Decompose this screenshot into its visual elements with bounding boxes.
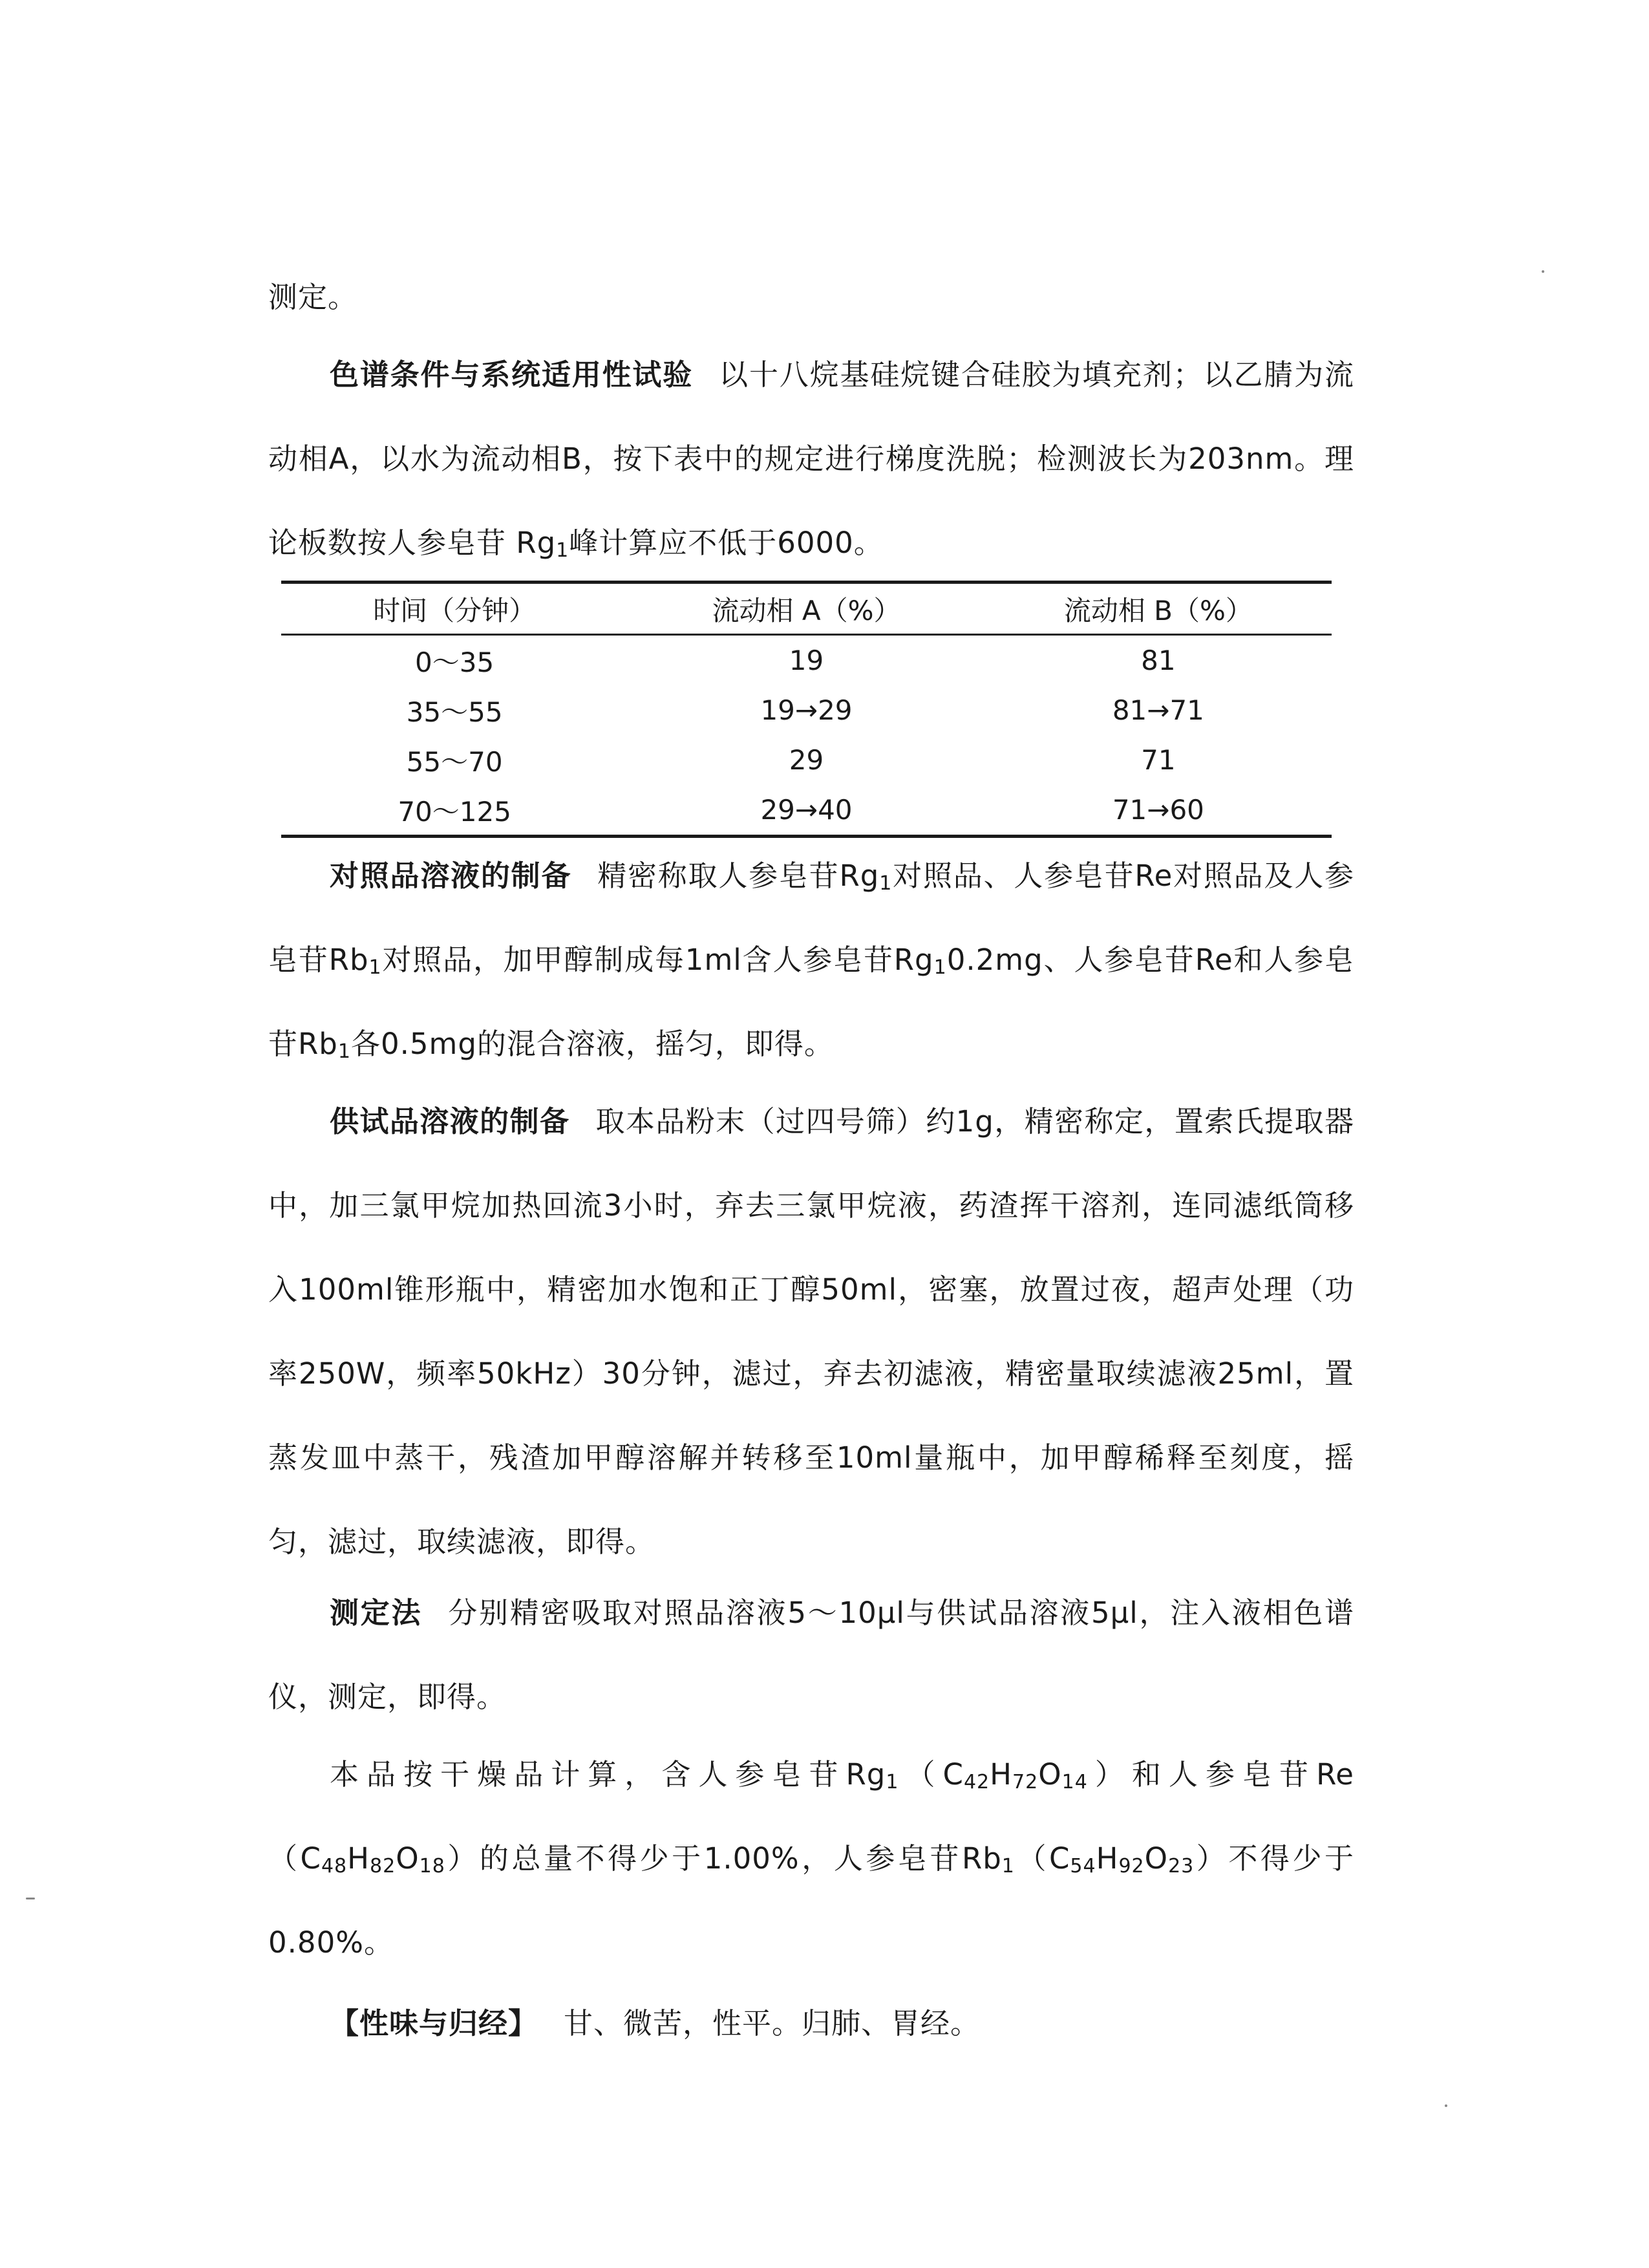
subscript: 23 (1168, 1855, 1195, 1878)
scan-speck (1445, 2104, 1447, 2107)
paragraph-taste-meridian (268, 1982, 1354, 2066)
content-text: ）不得少于0.80%。 (268, 1841, 1354, 1960)
content-text: （C (1014, 1841, 1070, 1876)
ref-text: 各0.5mg的混合溶液，摇匀，即得。 (350, 1027, 834, 1061)
scan-speck (1542, 270, 1544, 273)
section-heading-chromatography: 色谱条件与系统适用性试验 (330, 358, 694, 392)
subscript: 72 (1012, 1771, 1039, 1793)
subscript: 1 (886, 1771, 899, 1793)
paragraph-reference-solution (268, 834, 1354, 1086)
table-cell: 55～70 (406, 745, 503, 778)
content-text: O (1038, 1757, 1062, 1792)
content-text: O (396, 1841, 420, 1876)
paragraph-chromatography (268, 333, 1354, 585)
subscript: 92 (1118, 1855, 1145, 1878)
table-header-cell: 流动相 A（%） (712, 594, 901, 626)
content-text: （C (899, 1757, 964, 1792)
table-cell: 81→71 (1112, 694, 1204, 726)
table-cell: 19 (789, 645, 824, 676)
paragraph-sample-solution (268, 1080, 1354, 1584)
table-cell: 71 (1141, 744, 1176, 776)
content-text: H (990, 1757, 1012, 1792)
taste-text: 甘、微苦，性平。归肺、胃经。 (564, 2006, 981, 2040)
table-row (281, 785, 1332, 837)
subscript: 1 (1001, 1855, 1015, 1878)
table-row (281, 635, 1332, 686)
section-heading-reference: 对照品溶液的制备 (330, 859, 572, 893)
table-cell: 0～35 (415, 646, 495, 678)
table-row (281, 685, 1332, 735)
ref-text: 对照品，加甲醇制成每1ml含人参皂苷Rg (381, 943, 934, 977)
table-cell: 81 (1141, 645, 1176, 676)
content-text: ）和人参皂苷Re（C (268, 1757, 1354, 1876)
subscript: 1 (879, 872, 893, 895)
content-text: H (1096, 1841, 1119, 1876)
sample-text: 取本品粉末（过四号筛）约1g，精密称定，置索氏提取器中，加三氯甲烷加热回流3小时，弃去三氯甲烷液，药渣挥干溶剂，连同滤纸筒移入100ml锥形瓶中，精密加水饱和正丁醇50ml，密塞，放置过夜，超声处理（功率250W，频率50kHz）30分钟，滤过，弃去初滤液，精密量取续滤液25ml，置蒸发皿中蒸干，残渣加甲醇溶解并转移至10ml量瓶中，加甲醇稀释至刻度，摇匀，滤过，取续滤液，即得。 (268, 1104, 1354, 1559)
paragraph-continuation (268, 255, 1354, 339)
content-text: H (347, 1841, 370, 1876)
table-header-cell: 时间（分钟） (373, 594, 537, 626)
ref-text: 0.2mg、人参皂苷Re和人参皂苷Rb (268, 943, 1354, 1061)
continuation-text: 测定。 (268, 280, 358, 314)
subscript: 54 (1070, 1855, 1096, 1878)
subscript: 1 (933, 956, 947, 979)
table-cell: 19→29 (760, 694, 853, 726)
subscript: 14 (1061, 1771, 1088, 1793)
subscript: 42 (963, 1771, 990, 1793)
ref-text: 精密称取人参皂苷Rg (597, 859, 880, 893)
subscript: 18 (419, 1855, 445, 1878)
section-heading-sample: 供试品溶液的制备 (330, 1104, 570, 1139)
chrom-text: 以十八烷基硅烷键合硅胶为填充剂；以乙腈为流动相A，以水为流动相B，按下表中的规定进行梯度洗脱；检测波长为203nm。理论板数按人参皂苷 Rg (268, 358, 1354, 560)
section-heading-taste: 【性味与归经】 (330, 2006, 538, 2040)
subscript: 48 (321, 1855, 348, 1878)
table-cell: 70～125 (398, 795, 511, 828)
method-text: 分别精密吸取对照品溶液5～10μl与供试品溶液5μl，注入液相色谱仪，测定，即得。 (268, 1596, 1354, 1714)
gradient-table (281, 581, 1332, 838)
table-cell: 35～55 (406, 696, 503, 728)
ref-text: 对照品、人参皂苷Re对照品及人参皂苷Rb (268, 859, 1354, 977)
content-text: O (1144, 1841, 1169, 1876)
table-header-row (281, 583, 1332, 635)
chrom-text: 峰计算应不低于6000。 (569, 526, 884, 560)
table-row (281, 735, 1332, 785)
subscript: 1 (556, 539, 569, 562)
content-text: 本品按干燥品计算，含人参皂苷Rg (330, 1757, 886, 1792)
scan-speck (26, 1898, 35, 1899)
subscript: 1 (337, 1040, 351, 1063)
subscript: 1 (368, 956, 382, 979)
table-cell: 29 (789, 744, 824, 776)
section-heading-method: 测定法 (330, 1596, 423, 1630)
table-header-cell: 流动相 B（%） (1063, 594, 1253, 626)
table-cell: 71→60 (1112, 794, 1204, 826)
table-cell: 29→40 (760, 794, 853, 826)
paragraph-content-limit (268, 1733, 1354, 1985)
content-text: ）的总量不得少于1.00%，人参皂苷Rb (445, 1841, 1002, 1876)
paragraph-method (268, 1571, 1354, 1739)
subscript: 82 (370, 1855, 396, 1878)
